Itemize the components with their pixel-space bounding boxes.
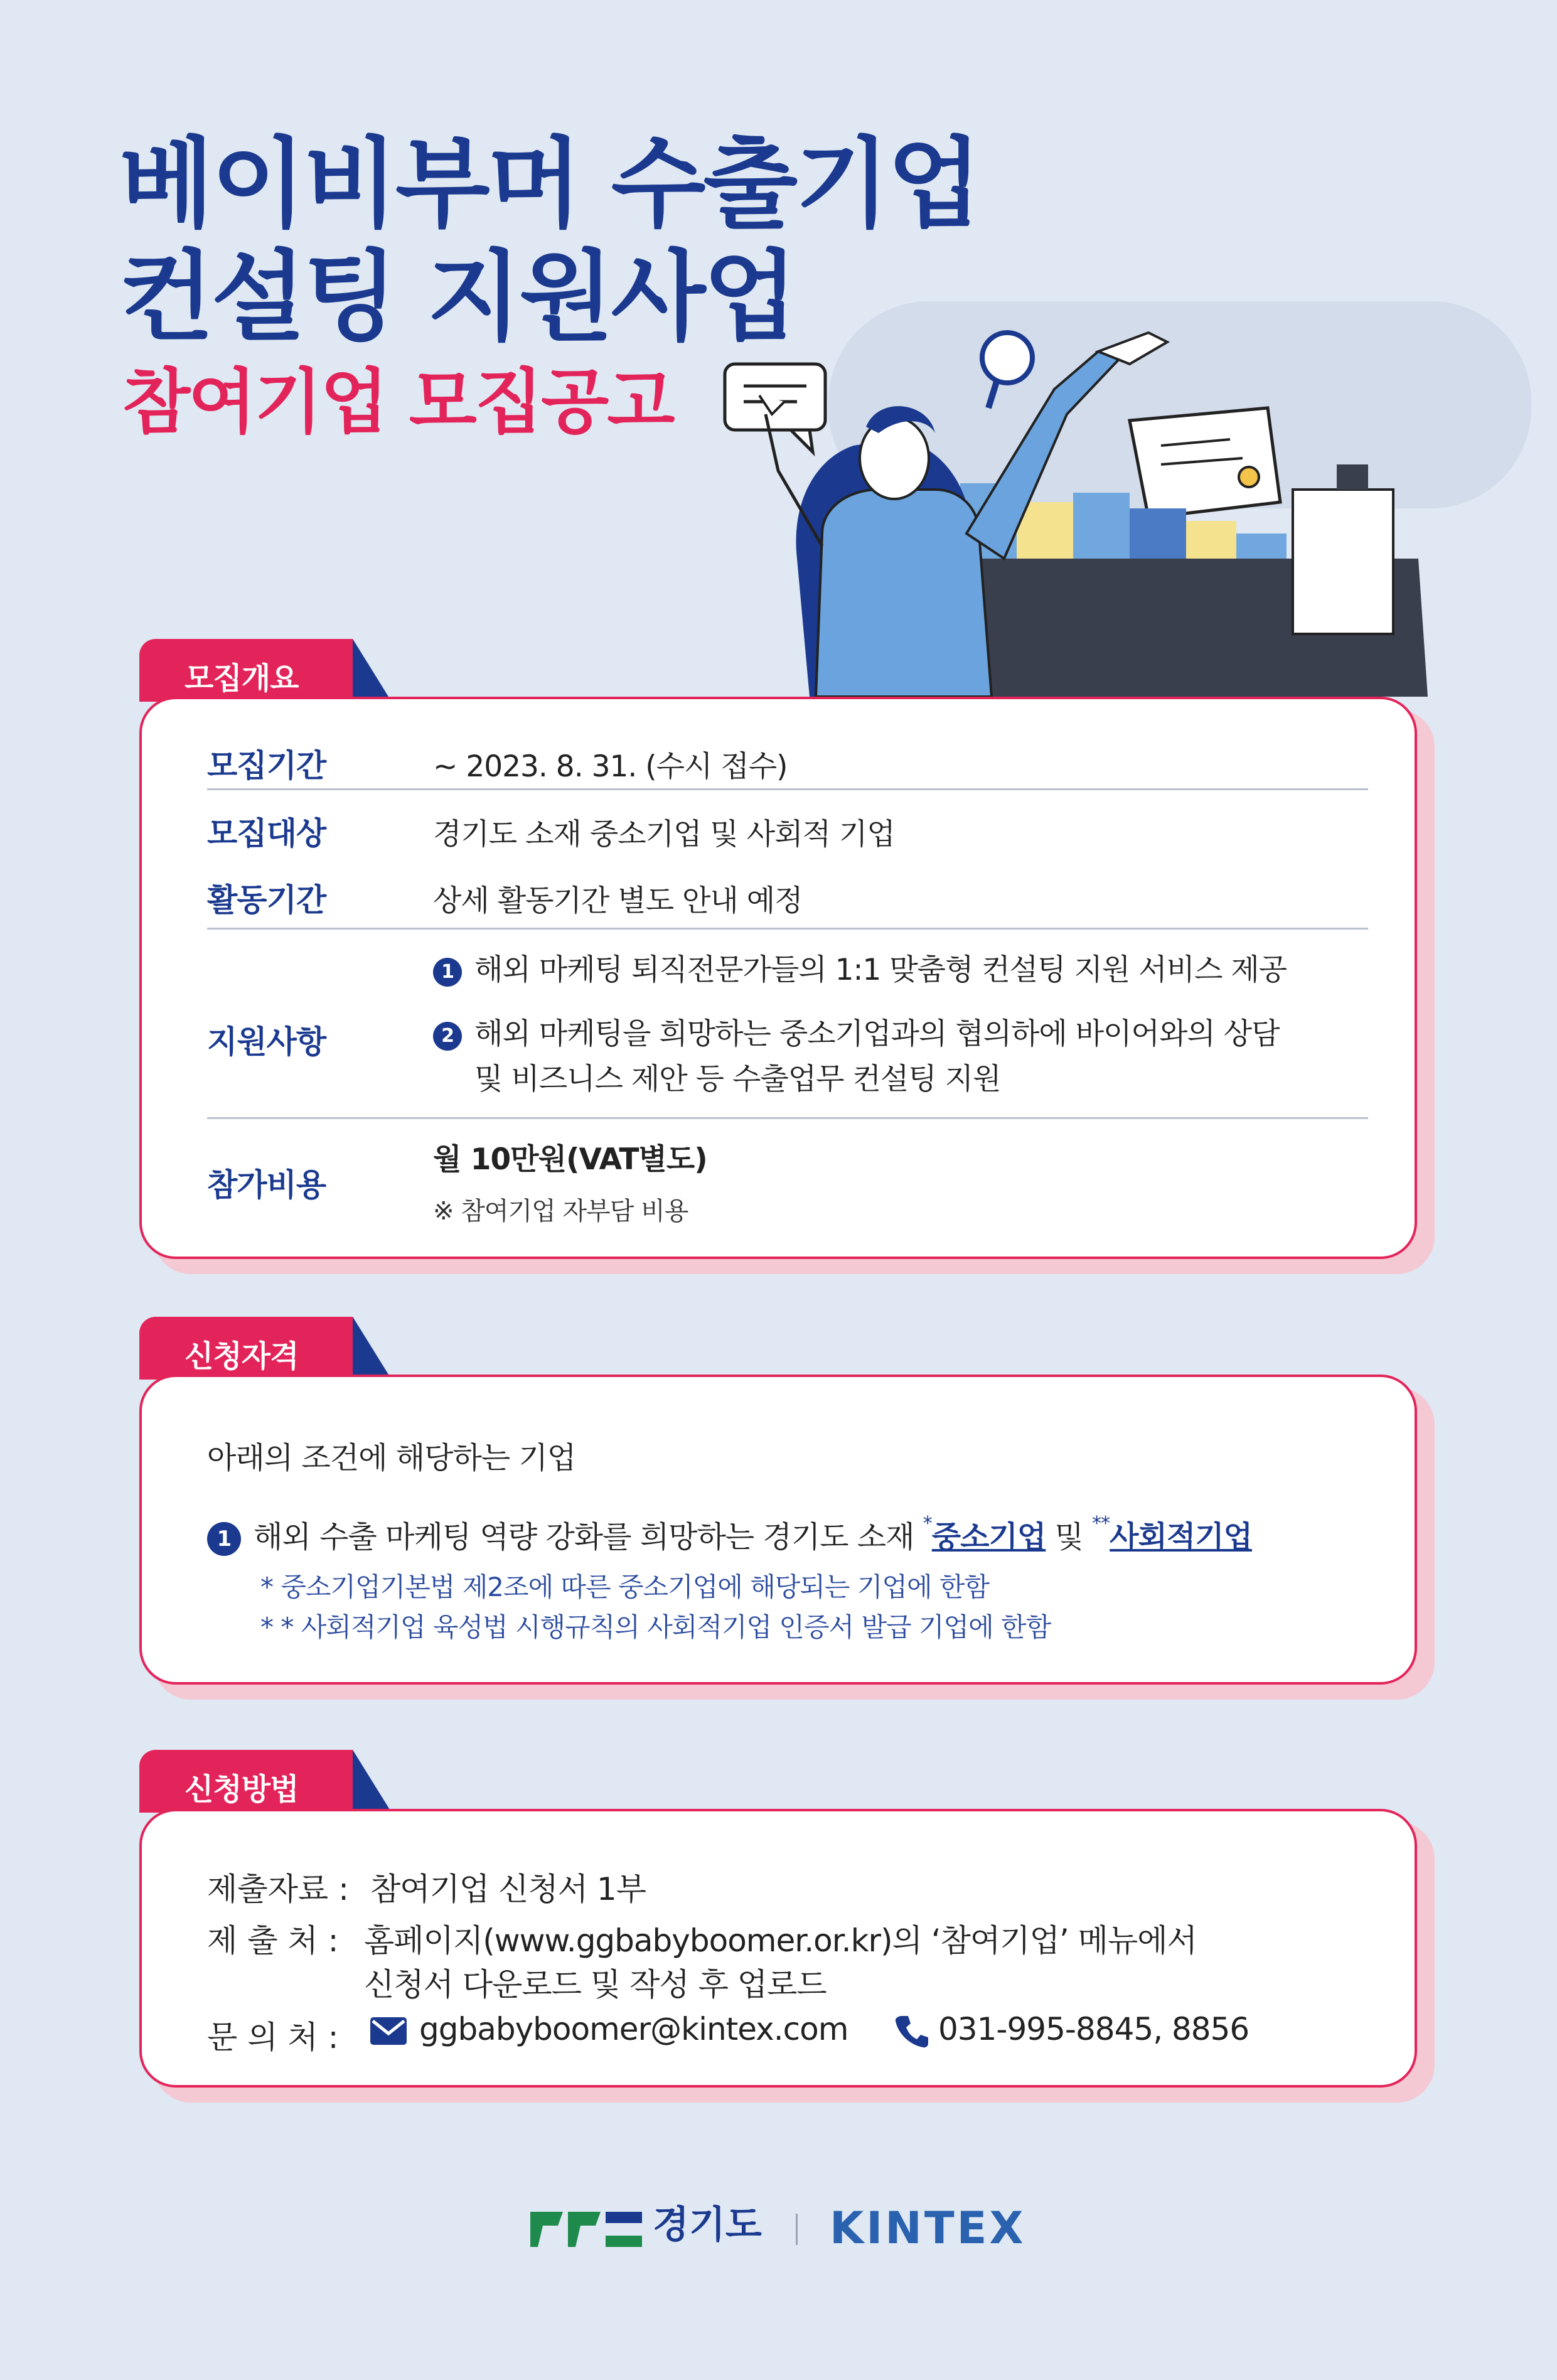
eligibility-item-text: 해외 수출 마케팅 역량 강화를 희망하는 경기도 소재 xyxy=(254,1520,923,1555)
social-enterprise-footnote-mark: ** xyxy=(1092,1513,1110,1535)
eligibility-tab xyxy=(139,1317,403,1380)
support-item-1 xyxy=(433,946,1287,989)
period-label: 모집기간 xyxy=(207,748,326,784)
social-enterprise-footnote: * * 사회적기업 육성법 시행규칙의 사회적기업 인증서 발급 기업에 한함 xyxy=(260,1612,1051,1643)
email-icon xyxy=(370,2017,407,2045)
eligibility-item-1 xyxy=(207,1513,1252,1556)
contact-label: 문 의 처 : xyxy=(207,2019,339,2056)
support-item-2-line-2: 및 비즈니스 제안 등 수출업무 컨설팅 지원 xyxy=(474,1062,1001,1096)
support-item-1-text: 해외 마케팅 퇴직전문가들의 1:1 맞춤형 컨설팅 지원 서비스 제공 xyxy=(474,953,1287,987)
sme-footnote-mark: * xyxy=(923,1513,932,1535)
overview-tab xyxy=(139,639,403,702)
support-item-2-line-1: 해외 마케팅을 희망하는 중소기업과의 협의하에 바이어와의 상담 xyxy=(474,1017,1280,1051)
support-label: 지원사항 xyxy=(207,1024,326,1060)
method-tab xyxy=(139,1750,403,1813)
target-value: 경기도 소재 중소기업 및 사회적 기업 xyxy=(433,817,895,852)
fee-value: 월 10만원(VAT별도) xyxy=(433,1142,707,1177)
number-1-badge: 1 xyxy=(207,1522,241,1556)
overview-tab-label: 모집개요 xyxy=(185,661,299,696)
number-1-badge: 1 xyxy=(433,958,462,987)
submit-line-2: 신청서 다운로드 및 작성 후 업로드 xyxy=(364,1966,827,2003)
footer-divider xyxy=(796,2214,798,2245)
divider xyxy=(207,928,1368,930)
title-line-1: 베이비부머 수출기업 xyxy=(119,127,980,241)
number-2-badge: 2 xyxy=(433,1022,462,1051)
documents-value: 참여기업 신청서 1부 xyxy=(370,1871,646,1907)
subtitle: 참여기업 모집공고 xyxy=(122,362,673,443)
gyeonggi-symbol-icon xyxy=(530,2209,643,2249)
contact-email[interactable]: ggbabyboomer@kintex.com xyxy=(419,2011,848,2047)
kintex-logo: KINTEX xyxy=(830,2202,1026,2254)
documents-label: 제출자료 : xyxy=(207,1871,349,1907)
document-icon xyxy=(1130,408,1280,518)
social-enterprise-link[interactable]: 사회적기업 xyxy=(1110,1520,1253,1555)
support-item-2 xyxy=(433,1010,1280,1053)
divider xyxy=(207,788,1368,790)
sme-link[interactable]: 중소기업 xyxy=(931,1520,1046,1555)
activity-value: 상세 활동기간 별도 안내 예정 xyxy=(433,884,803,918)
phone-icon xyxy=(894,2013,929,2049)
fee-note: ※ 참여기업 자부담 비용 xyxy=(433,1197,688,1226)
contact-phone[interactable]: 031-995-8845, 8856 xyxy=(938,2011,1249,2047)
sme-footnote: * 중소기업기본법 제2조에 따른 중소기업에 해당되는 기업에 한함 xyxy=(260,1572,990,1602)
period-value: ~ 2023. 8. 31. (수시 접수) xyxy=(433,749,788,784)
hero-illustration xyxy=(665,207,1556,709)
submit-label: 제 출 처 : xyxy=(207,1922,339,1959)
title-line-2: 컨설팅 지원사업 xyxy=(119,240,796,354)
eligibility-intro: 아래의 조건에 해당하는 기업 xyxy=(207,1440,576,1476)
gyeonggi-logo: 경기도 xyxy=(653,2203,762,2247)
activity-label: 활동기간 xyxy=(207,882,326,918)
eligibility-tab-label: 신청자격 xyxy=(185,1339,299,1374)
method-tab-label: 신청방법 xyxy=(185,1772,299,1807)
divider xyxy=(207,1117,1368,1119)
fee-label: 참가비용 xyxy=(207,1167,326,1203)
and-text: 및 xyxy=(1046,1520,1093,1555)
target-label: 모집대상 xyxy=(207,815,326,852)
submit-line-1: 홈페이지(www.ggbabyboomer.or.kr)의 ‘참여기업’ 메뉴에서 xyxy=(364,1922,1197,1959)
